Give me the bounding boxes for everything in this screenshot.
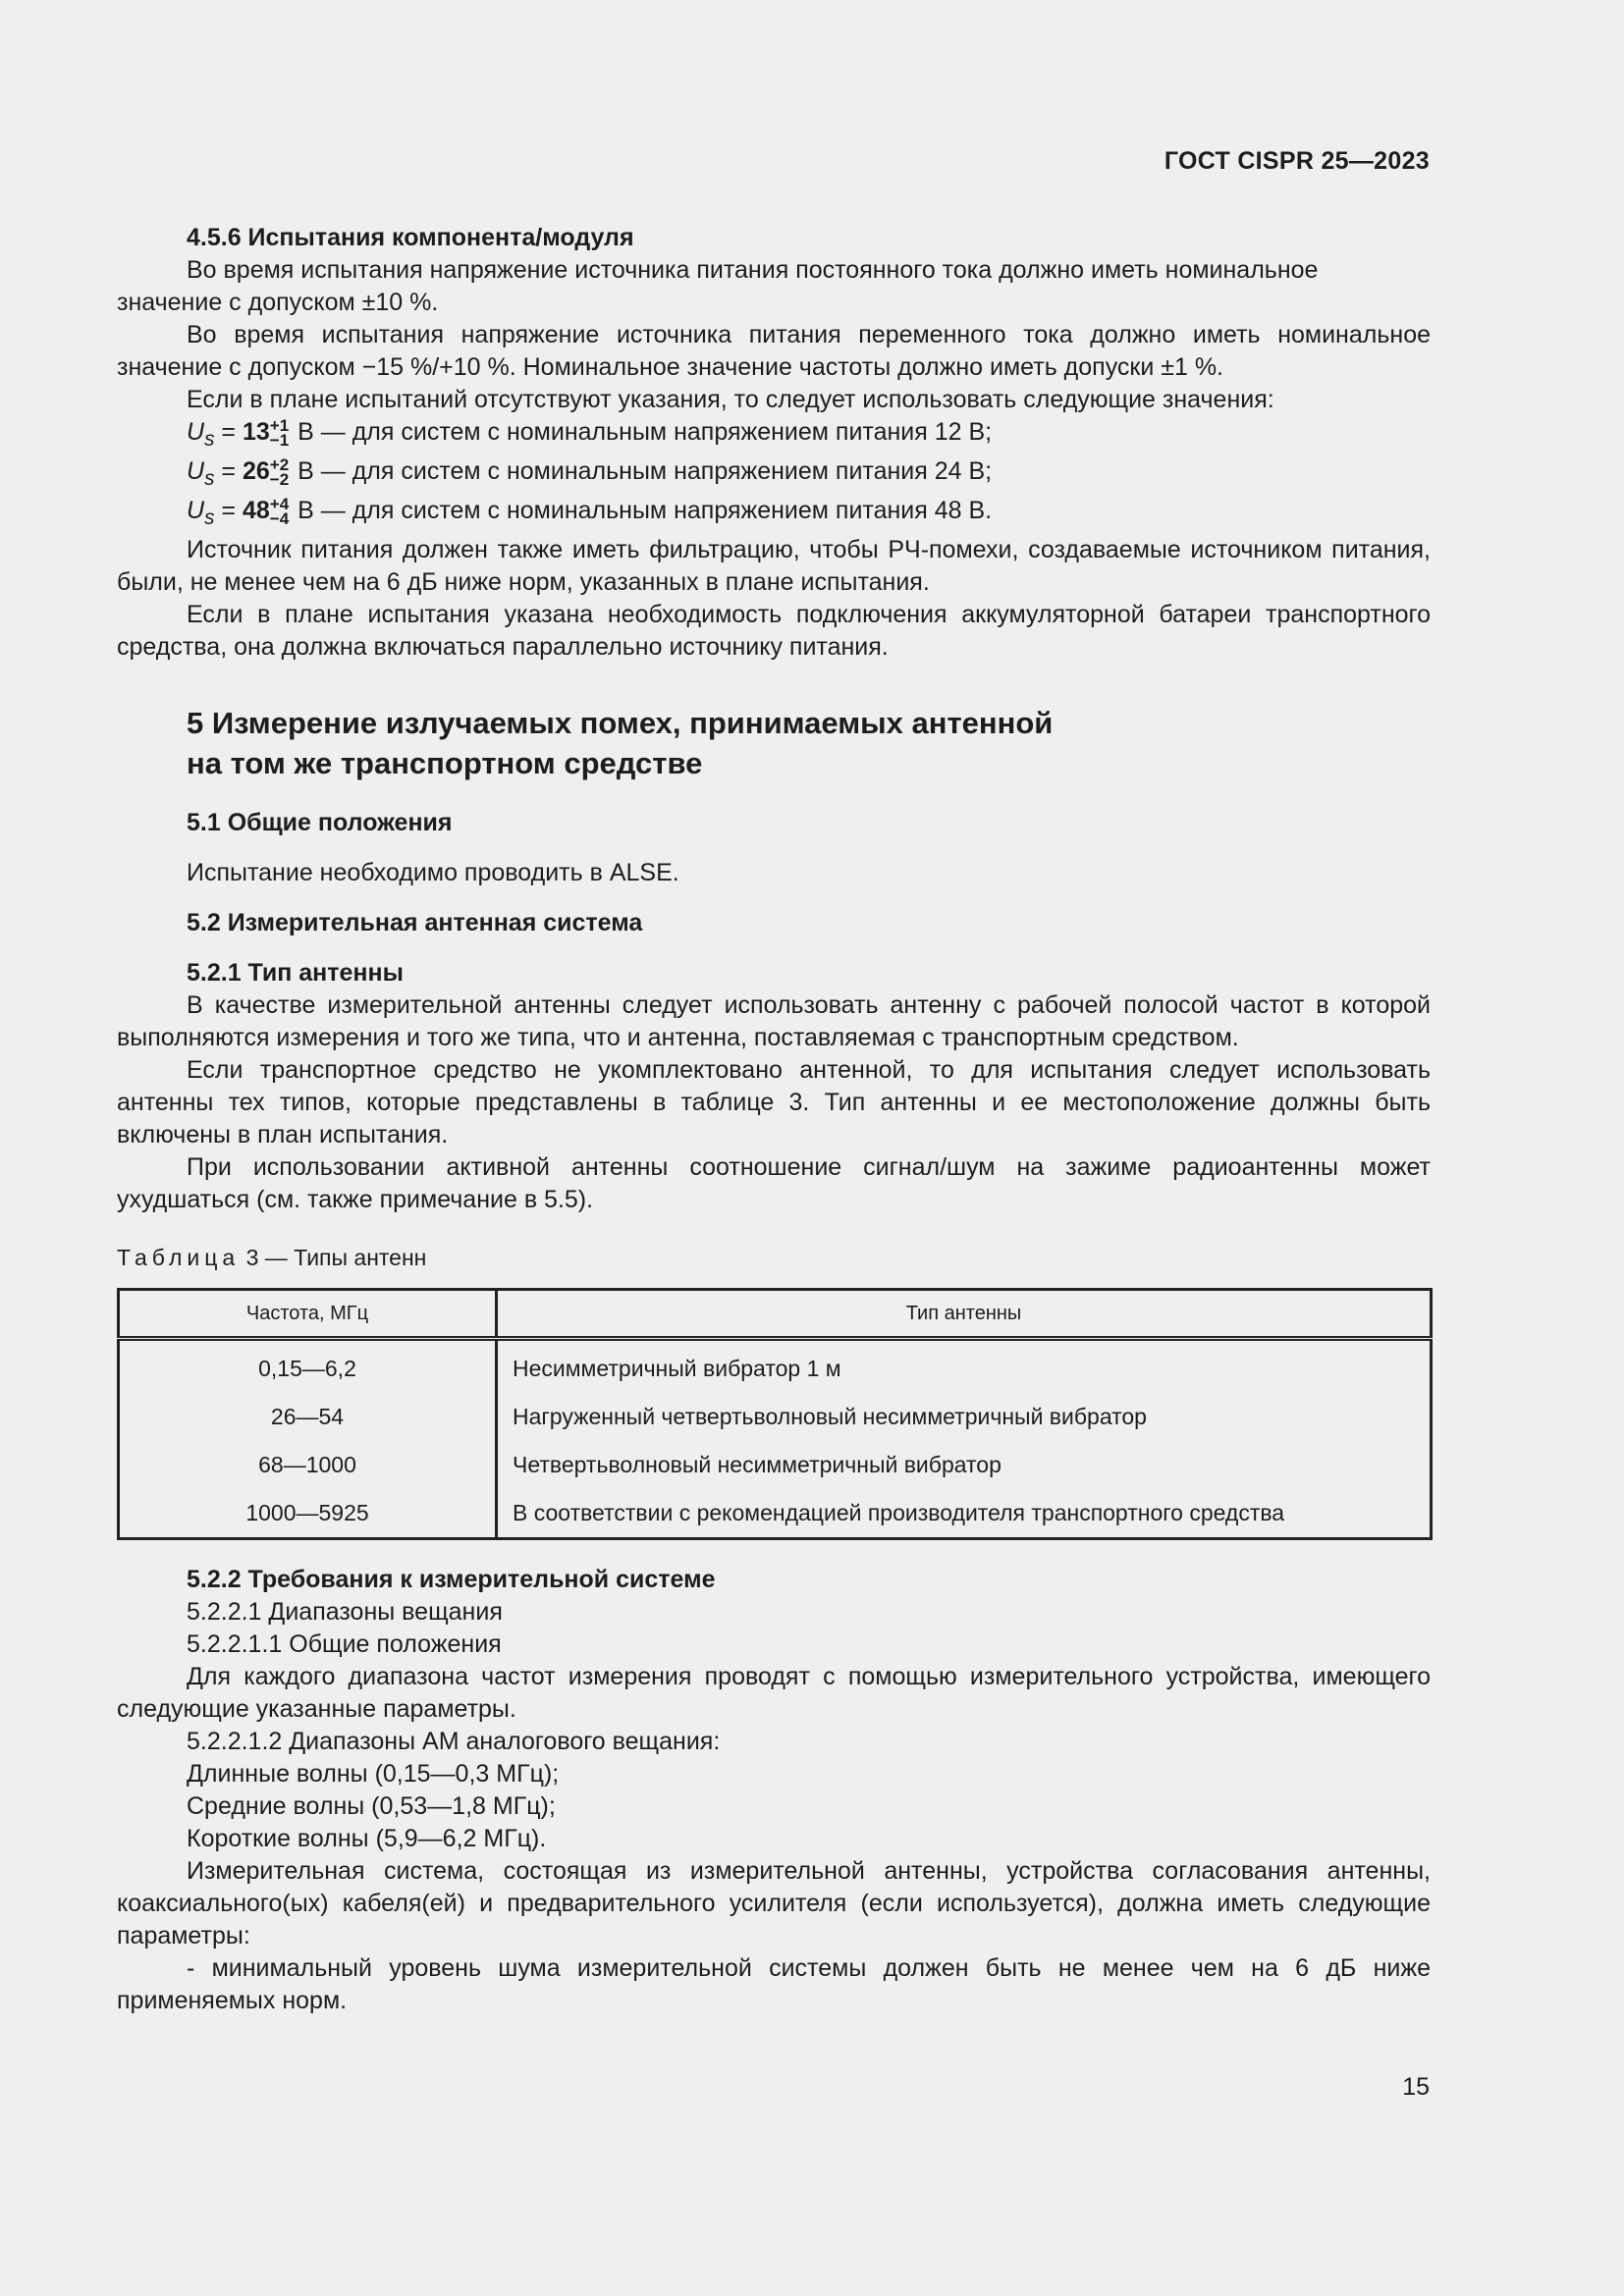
section-heading-5-2: 5.2 Измерительная антенная система xyxy=(187,909,643,936)
subsection-label: 5.2.2.1.2 Диапазоны АМ аналогового вещания: xyxy=(187,1728,721,1755)
paragraph: Для каждого диапазона частот измерения проводят с помощью измерительного устройства, имеющего следующие указанные параметры. xyxy=(117,1663,1431,1723)
table-row xyxy=(119,1489,1432,1539)
section-heading-5 xyxy=(117,703,1431,783)
tolerance-upper: +1 xyxy=(269,416,290,436)
subsection-label: 5.2.2.1 Диапазоны вещания xyxy=(187,1598,503,1626)
paragraph: Во время испытания напряжение источника питания постоянного тока должно иметь номинальное xyxy=(187,256,1319,284)
formula-equals: = xyxy=(214,497,243,524)
formula-subscript: s xyxy=(204,507,215,529)
formula-subscript: s xyxy=(204,467,215,490)
caption-title: 3 — Типы антенн xyxy=(240,1245,427,1270)
table-cell: 68—1000 xyxy=(119,1441,497,1489)
formula-symbol: U xyxy=(187,497,205,524)
subsection-label: 5.2.2.1.1 Общие положения xyxy=(187,1630,502,1658)
paragraph: Если транспортное средство не укомплектовано антенной, то для испытания следует использовать антенны тех типов, которые представлены в таблице 3. Тип антенны и ее местоположение должны быть включены в план испытания. xyxy=(117,1056,1431,1148)
table-cell: 26—54 xyxy=(119,1393,497,1441)
list-item: Длинные волны (0,15—0,3 МГц); xyxy=(187,1760,560,1788)
formula-symbol: U xyxy=(187,418,205,446)
column-header: Тип антенны xyxy=(497,1290,1432,1339)
page-number: 15 xyxy=(1402,2073,1430,2101)
formula-equals: = xyxy=(214,418,243,446)
paragraph: В качестве измерительной антенны следует использовать антенну с рабочей полосой частот в которой выполняются измерения и того же типа, что и антенна, поставляемая с транспортным средством. xyxy=(117,991,1431,1051)
paragraph: Во время испытания напряжение источника питания переменного тока должно иметь номинальное значение с допуском −15 %/+10 %. Номинальное значение частоты должно иметь допуски ±1 %. xyxy=(117,321,1431,381)
formula-value: 48 xyxy=(242,497,270,524)
table-cell: Нагруженный четвертьволновый несимметричный вибратор xyxy=(513,1404,1147,1429)
paragraph: Испытание необходимо проводить в ALSE. xyxy=(187,859,679,886)
formula-text: В — для систем с номинальным напряжением питания 48 В. xyxy=(291,497,993,524)
heading-line: 5 Измерение излучаемых помех, принимаемых антенной xyxy=(187,706,1054,740)
section-heading-5-2-1: 5.2.1 Тип антенны xyxy=(187,959,404,987)
section-heading-5-2-2: 5.2.2 Требования к измерительной системе xyxy=(187,1566,716,1593)
section-heading-5-1: 5.1 Общие положения xyxy=(187,809,453,836)
paragraph: Измерительная система, состоящая из измерительной антенны, устройства согласования антенны, коаксиального(ых) кабеля(ей) и предварительного усилителя (если используется), должна иметь следующие параметры: xyxy=(117,1857,1431,1949)
document-header: ГОСТ CISPR 25—2023 xyxy=(1164,147,1430,175)
list-item: - минимальный уровень шума измерительной системы должен быть не менее чем на 6 дБ ниже применяемых норм. xyxy=(117,1954,1431,2014)
tolerance-lower: −4 xyxy=(269,509,290,529)
formula-tolerance xyxy=(269,416,290,451)
table-cell: 1000—5925 xyxy=(119,1489,497,1539)
formula-value: 13 xyxy=(242,418,270,446)
list-item: Короткие волны (5,9—6,2 МГц). xyxy=(187,1825,547,1852)
formula-line xyxy=(117,455,1431,495)
formula-tolerance xyxy=(269,495,290,529)
column-header: Частота, МГц xyxy=(119,1290,497,1339)
tolerance-lower: −1 xyxy=(269,431,290,451)
formula-text: В — для систем с номинальным напряжением питания 24 В; xyxy=(291,457,993,485)
table-cell: Четвертьволновый несимметричный вибратор xyxy=(513,1452,1001,1477)
paragraph: значение с допуском ±10 %. xyxy=(117,289,439,316)
caption-label: Таблица xyxy=(117,1245,241,1270)
table-caption xyxy=(117,1242,1431,1274)
table-header-row xyxy=(119,1290,1432,1339)
table-row xyxy=(119,1393,1432,1441)
table-cell: Несимметричный вибратор 1 м xyxy=(513,1356,841,1381)
table-cell: В соответствии с рекомендацией производителя транспортного средства xyxy=(513,1500,1285,1525)
tolerance-upper: +2 xyxy=(269,455,290,475)
formula-subscript: s xyxy=(204,428,215,451)
table-row xyxy=(119,1441,1432,1489)
antenna-types-table xyxy=(117,1288,1433,1540)
paragraph: Источник питания должен также иметь фильтрацию, чтобы РЧ-помехи, создаваемые источником питания, были, не менее чем на 6 дБ ниже норм, указанных в плане испытания. xyxy=(117,536,1431,596)
tolerance-upper: +4 xyxy=(269,495,290,514)
page-content xyxy=(117,222,1431,2017)
section-heading-4-5-6: 4.5.6 Испытания компонента/модуля xyxy=(187,224,634,251)
formula-tolerance xyxy=(269,455,290,490)
formula-equals: = xyxy=(214,457,243,485)
formula-value: 26 xyxy=(242,457,270,485)
formula-symbol: U xyxy=(187,457,205,485)
paragraph: Если в плане испытаний отсутствуют указания, то следует использовать следующие значения: xyxy=(187,386,1274,413)
table-cell: 0,15—6,2 xyxy=(119,1339,497,1394)
formula-line xyxy=(117,416,1431,455)
paragraph: Если в плане испытания указана необходимость подключения аккумуляторной батареи транспортного средства, она должна включаться параллельно источнику питания. xyxy=(117,601,1431,661)
table-row xyxy=(119,1339,1432,1394)
formula-line xyxy=(117,495,1431,534)
list-item: Средние волны (0,53—1,8 МГц); xyxy=(187,1792,556,1820)
heading-line: на том же транспортном средстве xyxy=(187,746,703,780)
formula-text: В — для систем с номинальным напряжением питания 12 В; xyxy=(291,418,993,446)
tolerance-lower: −2 xyxy=(269,470,290,490)
paragraph: При использовании активной антенны соотношение сигнал/шум на зажиме радиоантенны может ухудшаться (см. также примечание в 5.5). xyxy=(117,1153,1431,1213)
